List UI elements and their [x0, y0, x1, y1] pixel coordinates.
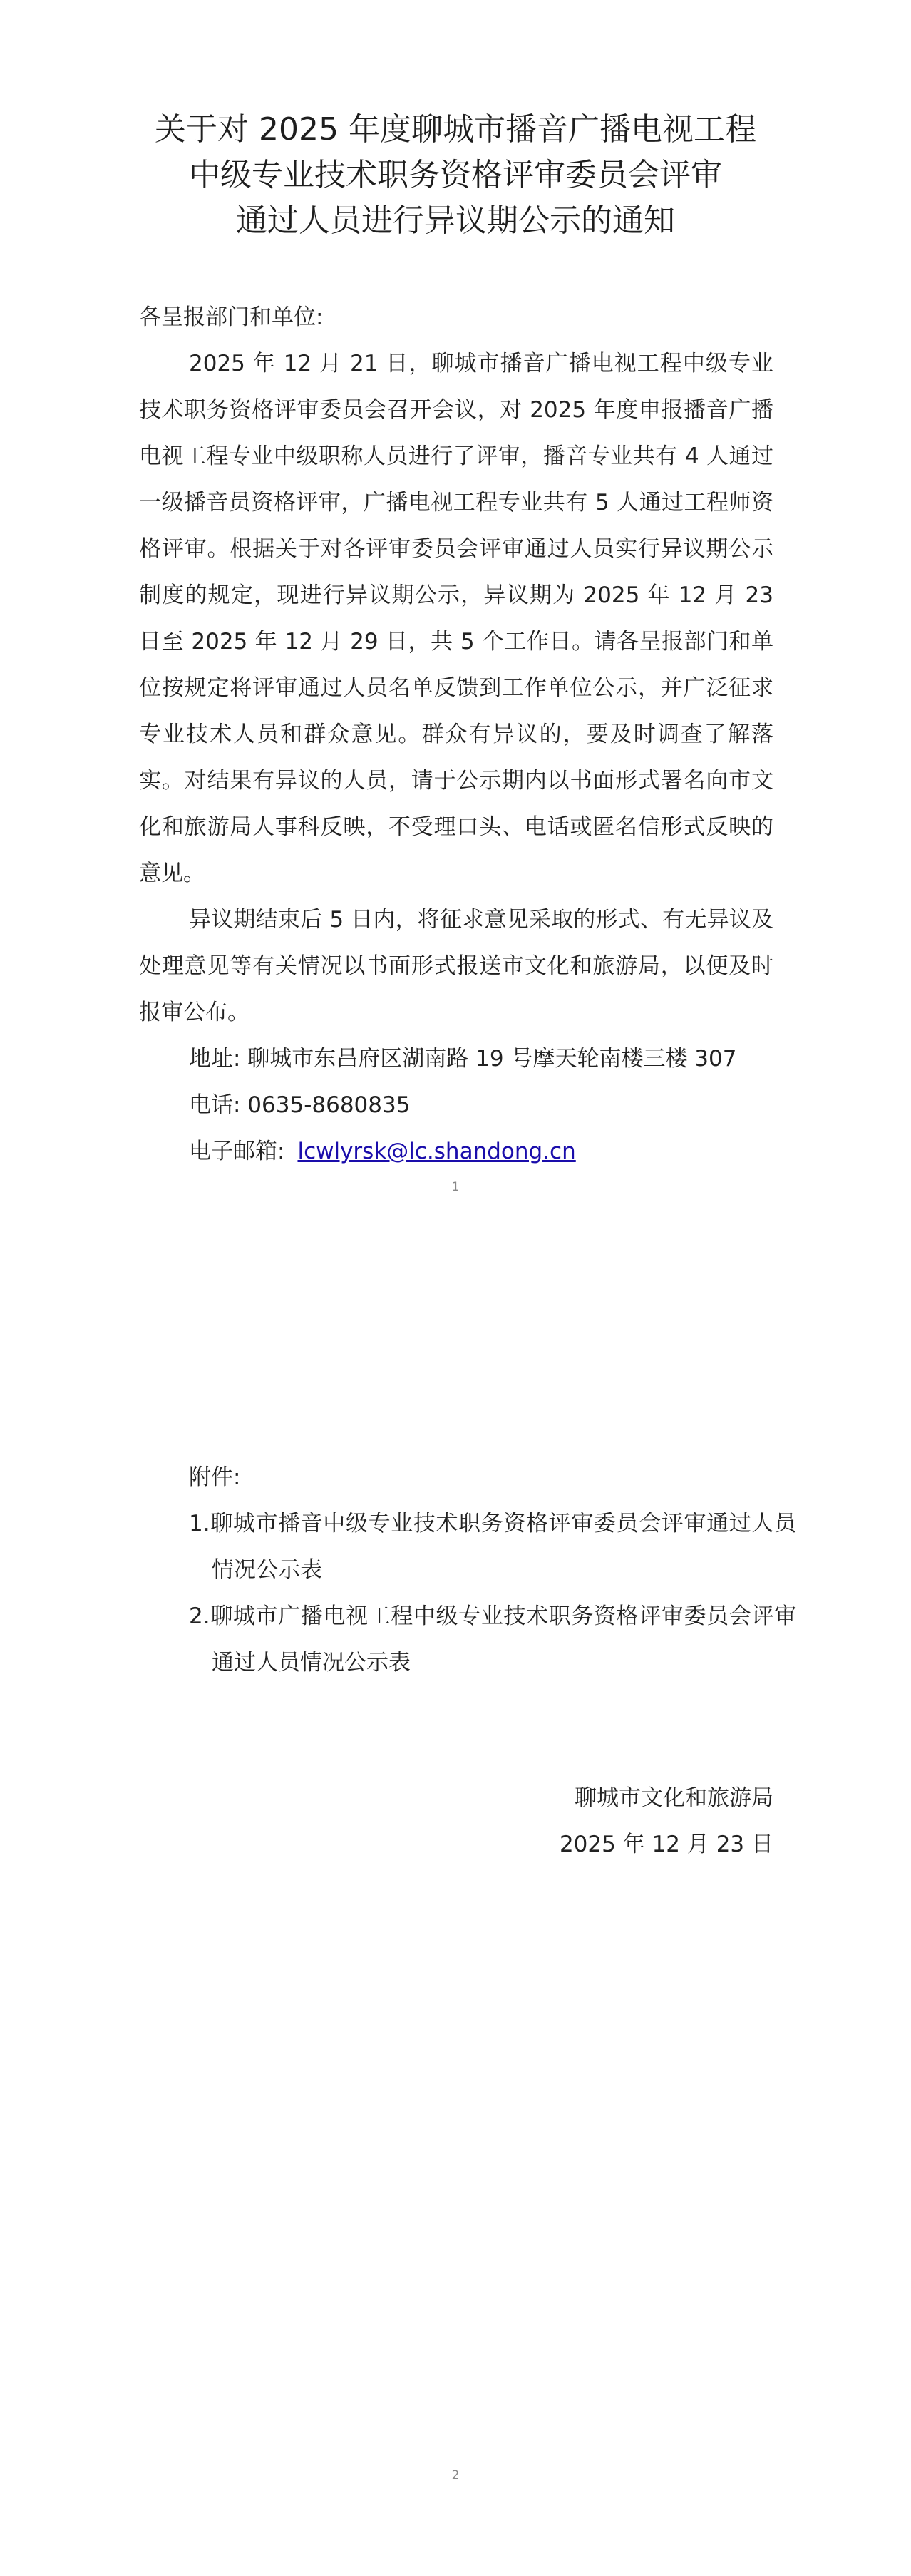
attachments-label: 附件: [189, 1464, 241, 1490]
attachment-item-1: 1.聊城市播音中级专业技术职务资格评审委员会评审通过人员情况公示表 [189, 1511, 796, 1583]
body-paragraph-2: 异议期结束后 5 日内，将征求意见采取的形式、有无异议及处理意见等有关情况以书面形式报送市文化和旅游局，以便及时报审公布。 [139, 907, 773, 1025]
signer-organization: 聊城市文化和旅游局 [575, 1785, 773, 1811]
title-line-3: 通过人员进行异议期公示的通知 [236, 202, 675, 239]
page-number: 1 [451, 1180, 460, 1194]
email-link[interactable]: lcwlyrsk@lc.shandong.cn [297, 1139, 576, 1164]
page-number: 2 [451, 2468, 460, 2483]
contact-email [189, 1129, 576, 1175]
contact-phone: 电话: 0635-8680835 [189, 1092, 411, 1118]
title-line-2: 中级专业技术职务资格评审委员会评审 [189, 157, 722, 193]
title-line-1: 关于对 2025 年度聊城市播音广播电视工程 [155, 111, 756, 148]
page-1 [0, 0, 911, 1212]
body-paragraph-1: 2025 年 12 月 21 日，聊城市播音广播电视工程中级专业技术职务资格评审委员会召开会议，对 2025 年度申报播音广播电视工程专业中级职称人员进行了评审，播音专业共有 4 人通过一级播音员资格评审，广播电视工程专业共有 5 人通过工程师资格评审。根据关于对各评审委员会评审通过人员实行异议期公示制度的规定，现进行异议期公示，异议期为 2025 年 12 月 23 日至 2025 年 12 月 29 日，共 5 个工作日。请各呈报部门和单位按规定将评审通过人员名单反馈到工作单位公示，并广泛征求专业技术人员和群众意见。群众有异议的，要及时调查了解落实。对结果有异议的人员，请于公示期内以书面形式署名向市文化和旅游局人事科反映，不受理口头、电话或匿名信形式反映的意见。 [139, 351, 773, 886]
signer-date: 2025 年 12 月 23 日 [559, 1832, 773, 1857]
contact-address: 地址: 聊城市东昌府区湖南路 19 号摩天轮南楼三楼 307 [189, 1046, 737, 1072]
attachment-item-2: 2.聊城市广播电视工程中级专业技术职务资格评审委员会评审通过人员情况公示表 [189, 1603, 796, 1676]
salutation: 各呈报部门和单位: [139, 304, 324, 330]
email-label: 电子邮箱: [189, 1139, 285, 1164]
document-title [99, 107, 812, 244]
page-2 [0, 1212, 911, 2576]
